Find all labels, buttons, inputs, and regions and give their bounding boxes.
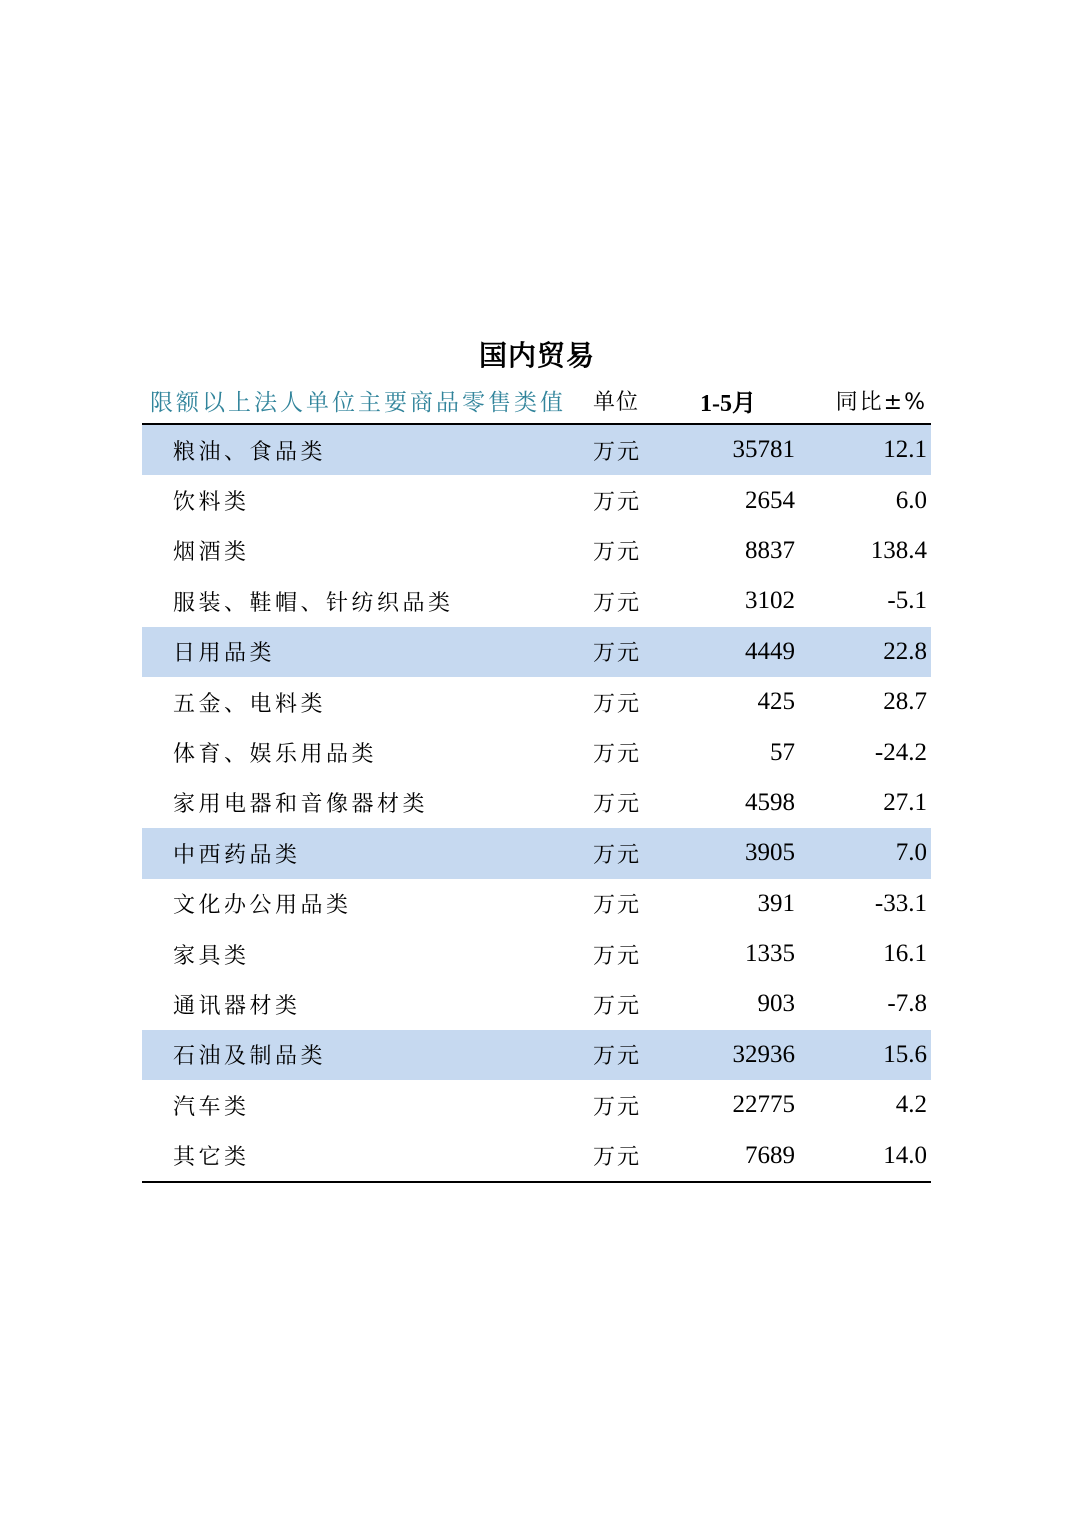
unit-cell: 万元 [593, 842, 642, 868]
category-name: 烟酒类 [173, 540, 250, 566]
category-name: 汽车类 [173, 1094, 250, 1120]
page-title: 国内贸易 [478, 339, 595, 372]
unit-cell: 万元 [593, 792, 642, 818]
yoy-cell: 14.0 [883, 1141, 927, 1169]
yoy-cell: -5.1 [887, 587, 927, 615]
unit-cell: 万元 [593, 943, 642, 969]
value-cell: 8837 [745, 536, 795, 564]
unit-cell: 万元 [593, 590, 642, 616]
unit-cell: 万元 [593, 1094, 642, 1120]
table-row [142, 979, 931, 1029]
value-cell: 903 [757, 990, 795, 1018]
category-name: 粮油、食品类 [173, 439, 327, 465]
category-name: 日用品类 [173, 641, 276, 667]
unit-cell: 万元 [593, 742, 642, 768]
table-row [142, 576, 931, 626]
table-row [142, 475, 931, 525]
yoy-cell: 4.2 [895, 1091, 927, 1119]
table-row [142, 627, 931, 677]
value-cell: 35781 [732, 436, 795, 464]
table-bottom-rule [142, 1181, 931, 1183]
category-name: 石油及制品类 [173, 1044, 327, 1070]
table-header-row [142, 378, 931, 425]
category-name: 中西药品类 [173, 842, 301, 868]
category-name: 文化办公用品类 [173, 893, 352, 919]
table-row [142, 1080, 931, 1130]
unit-cell: 万元 [593, 893, 642, 919]
category-name: 其它类 [173, 1145, 250, 1171]
unit-cell: 万元 [593, 1145, 642, 1171]
header-yoy: 同比±% [835, 390, 927, 415]
value-cell: 3905 [745, 839, 795, 867]
yoy-cell: 16.1 [883, 940, 927, 968]
table-row [142, 828, 931, 878]
table-row [142, 727, 931, 777]
value-cell: 22775 [732, 1091, 795, 1119]
value-cell: 7689 [745, 1141, 795, 1169]
unit-cell: 万元 [593, 439, 642, 465]
unit-cell: 万元 [593, 641, 642, 667]
yoy-cell: 15.6 [883, 1040, 927, 1068]
yoy-cell: 138.4 [870, 536, 927, 564]
value-cell: 4598 [745, 788, 795, 816]
unit-cell: 万元 [593, 691, 642, 717]
value-cell: 2654 [745, 486, 795, 514]
category-name: 家用电器和音像器材类 [173, 792, 429, 818]
table-row [142, 1130, 931, 1180]
value-cell: 4449 [745, 637, 795, 665]
value-cell: 425 [757, 688, 795, 716]
table-row [142, 879, 931, 929]
table-row [142, 929, 931, 979]
category-name: 饮料类 [173, 490, 250, 516]
yoy-cell: 22.8 [883, 637, 927, 665]
category-name: 通讯器材类 [173, 993, 301, 1019]
yoy-cell: 6.0 [895, 486, 927, 514]
header-unit: 单位 [593, 390, 640, 415]
value-cell: 1335 [745, 940, 795, 968]
yoy-cell: -33.1 [874, 889, 927, 917]
value-cell: 3102 [745, 587, 795, 615]
unit-cell: 万元 [593, 540, 642, 566]
unit-cell: 万元 [593, 490, 642, 516]
yoy-cell: -24.2 [874, 738, 927, 766]
table-row [142, 778, 931, 828]
category-name: 体育、娱乐用品类 [173, 742, 378, 768]
yoy-cell: 27.1 [883, 788, 927, 816]
table-row [142, 677, 931, 727]
table-row [142, 1030, 931, 1080]
category-name: 服装、鞋帽、针纺织品类 [173, 590, 454, 616]
unit-cell: 万元 [593, 993, 642, 1019]
yoy-cell: 28.7 [883, 688, 927, 716]
yoy-cell: 7.0 [895, 839, 927, 867]
yoy-cell: 12.1 [883, 436, 927, 464]
value-cell: 57 [770, 738, 795, 766]
retail-sales-table [142, 378, 931, 1183]
table-row [142, 526, 931, 576]
category-name: 五金、电料类 [173, 691, 327, 717]
unit-cell: 万元 [593, 1044, 642, 1070]
yoy-cell: -7.8 [887, 990, 927, 1018]
value-cell: 32936 [732, 1040, 795, 1068]
value-cell: 391 [757, 889, 795, 917]
table-row [142, 425, 931, 475]
header-period: 1-5月 [700, 391, 756, 417]
header-category: 限额以上法人单位主要商品零售类值 [150, 390, 566, 416]
category-name: 家具类 [173, 943, 250, 969]
